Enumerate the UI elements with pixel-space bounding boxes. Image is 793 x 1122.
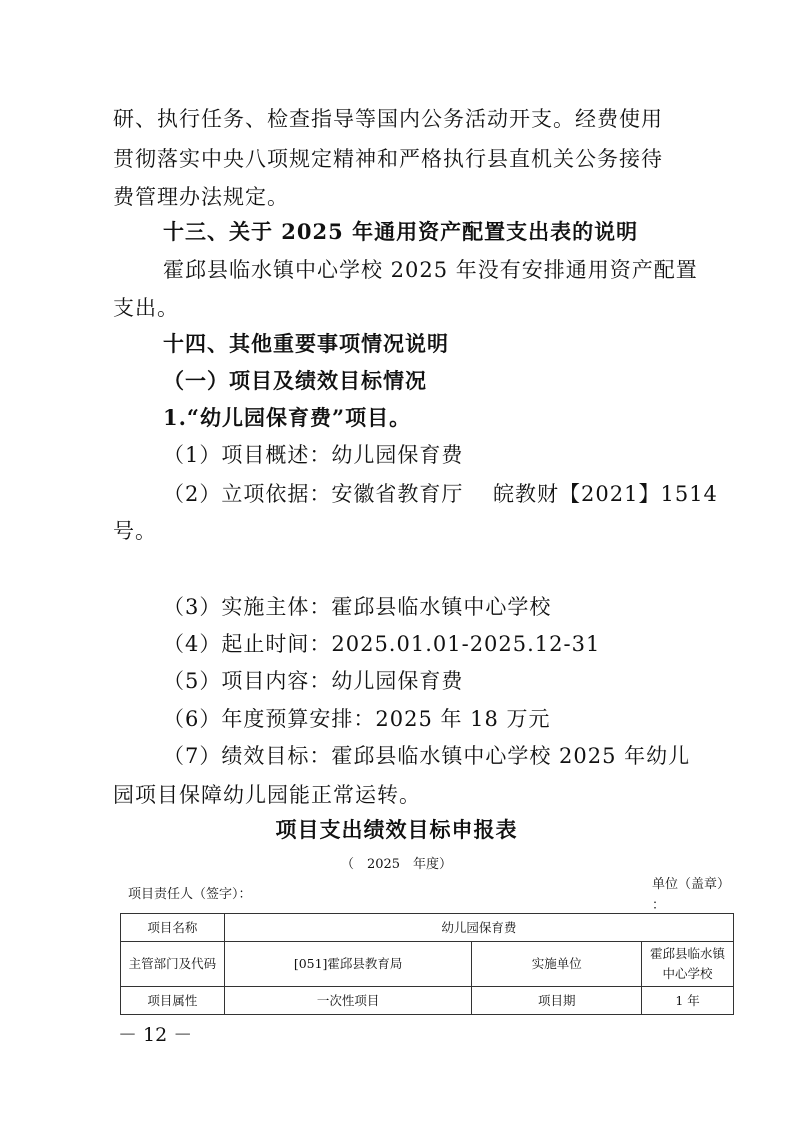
item-7-line1: （7）绩效目标：霍邱县临水镇中心学校 2025 年幼儿	[163, 744, 691, 768]
item-3: （3）实施主体：霍邱县临水镇中心学校	[163, 595, 552, 619]
value-project-name: 幼儿园保育费	[224, 914, 733, 942]
value-project-period: 1 年	[642, 987, 734, 1015]
heading-14-1: （一）项目及绩效目标情况	[163, 368, 427, 393]
item-6: （6）年度预算安排：2025 年 18 万元	[163, 707, 551, 731]
heading-14-1-1: 1.“幼儿园保育费”项目。	[163, 405, 412, 430]
value-project-attribute: 一次性项目	[224, 987, 472, 1015]
label-department-code: 主管部门及代码	[121, 942, 225, 987]
unit-seal-label: 单位（盖章）	[652, 877, 731, 892]
line-p1-2: 贯彻落实中央八项规定精神和严格执行县直机关公务接待	[113, 147, 663, 171]
value-implementing-unit: 霍邱县临水镇中心学校	[642, 942, 734, 987]
table-year: （ 2025 年度）	[340, 857, 453, 872]
heading-14: 十四、其他重要事项情况说明	[163, 331, 449, 356]
label-project-period: 项目期	[472, 987, 642, 1015]
label-implementing-unit: 实施单位	[472, 942, 642, 987]
label-project-attribute: 项目属性	[121, 987, 225, 1015]
responsible-person-label: 项目责任人（签字）：	[128, 887, 252, 902]
item-1: （1）项目概述：幼儿园保育费	[163, 443, 464, 467]
item-4: （4）起止时间：2025.01.01-2025.12-31	[163, 632, 601, 656]
item-7-line2: 园项目保障幼儿园能正常运转。	[113, 783, 421, 807]
performance-target-table	[120, 913, 734, 1015]
table-row	[121, 942, 734, 987]
unit-seal-colon: ：	[652, 898, 666, 913]
heading-13: 十三、关于 2025 年通用资产配置支出表的说明	[163, 219, 639, 244]
table-row	[121, 987, 734, 1015]
page-number: － 12 －	[118, 1024, 193, 1046]
item-2-line1: （2）立项依据：安徽省教育厅 皖教财【2021】1514	[163, 482, 718, 506]
line-p2-1: 霍邱县临水镇中心学校 2025 年没有安排通用资产配置	[163, 258, 698, 282]
table-title: 项目支出绩效目标申报表	[275, 817, 518, 842]
line-p2-2: 支出。	[113, 296, 179, 320]
value-department-code: [051]霍邱县教育局	[224, 942, 472, 987]
line-p1-3: 费管理办法规定。	[113, 185, 289, 209]
line-p1-1: 研、执行任务、检查指导等国内公务活动开支。经费使用	[113, 107, 663, 131]
item-5: （5）项目内容：幼儿园保育费	[163, 669, 464, 693]
item-2-line2: 号。	[113, 519, 157, 543]
label-project-name: 项目名称	[121, 914, 225, 942]
table-row	[121, 914, 734, 942]
